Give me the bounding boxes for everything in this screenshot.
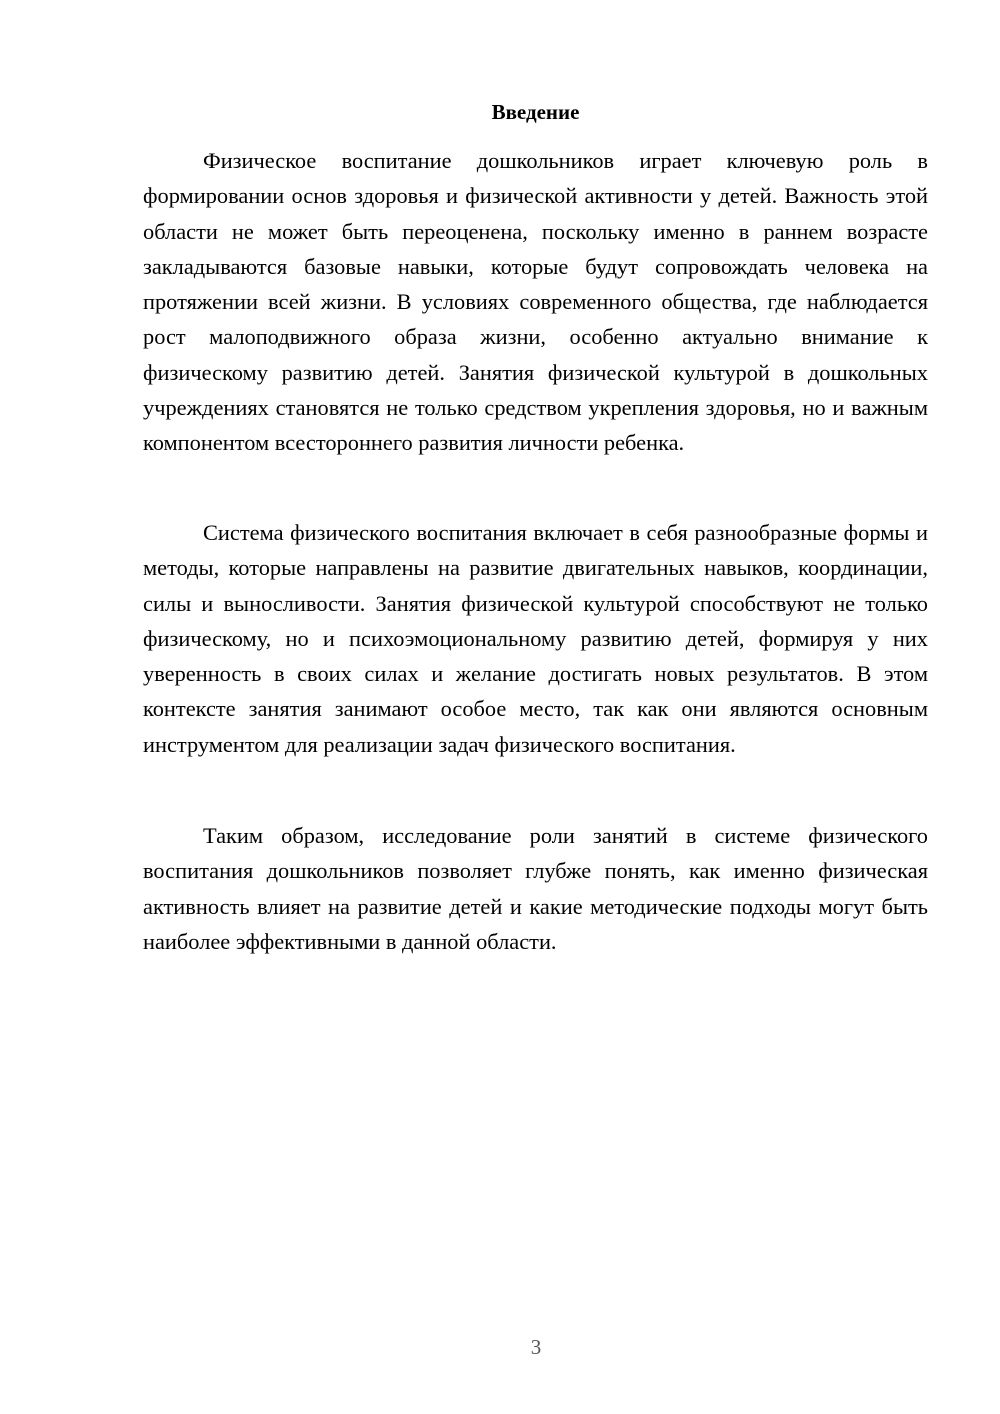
page-number: 3	[530, 1335, 542, 1359]
paragraph-2: Система физического воспитания включает в себя разнообразные формы и методы, которые направлены на развитие двигательных навыков, координации, силы и выносливости. Занятия физической культурой способствуют не только физическому, но и психоэмоциональному развитию детей, формируя у них уверенность в своих силах и желание достигать новых результатов. В этом контексте занятия занимают особое место, так как они являются основным инструментом для реализации задач физического воспитания.	[143, 520, 928, 757]
section-heading: Введение	[491, 100, 580, 124]
paragraph-1: Физическое воспитание дошкольников играет ключевую роль в формировании основ здоровья и физической активности у детей. Важность этой области не может быть переоценена, поскольку именно в раннем возрасте закладываются базовые навыки, которые будут сопровождать человека на протяжении всей жизни. В условиях современного общества, где наблюдается рост малоподвижного образа жизни, особенно актуально внимание к физическому развитию детей. Занятия физической культурой в дошкольных учреждениях становятся не только средством укрепления здоровья, но и важным компонентом всестороннего развития личности ребенка.	[143, 148, 928, 456]
paragraph-3: Таким образом, исследование роли занятий в системе физического воспитания дошкольников позволяет глубже понять, как именно физическая активность влияет на развитие детей и какие методические подходы могут быть наиболее эффективными в данной области.	[143, 823, 928, 954]
